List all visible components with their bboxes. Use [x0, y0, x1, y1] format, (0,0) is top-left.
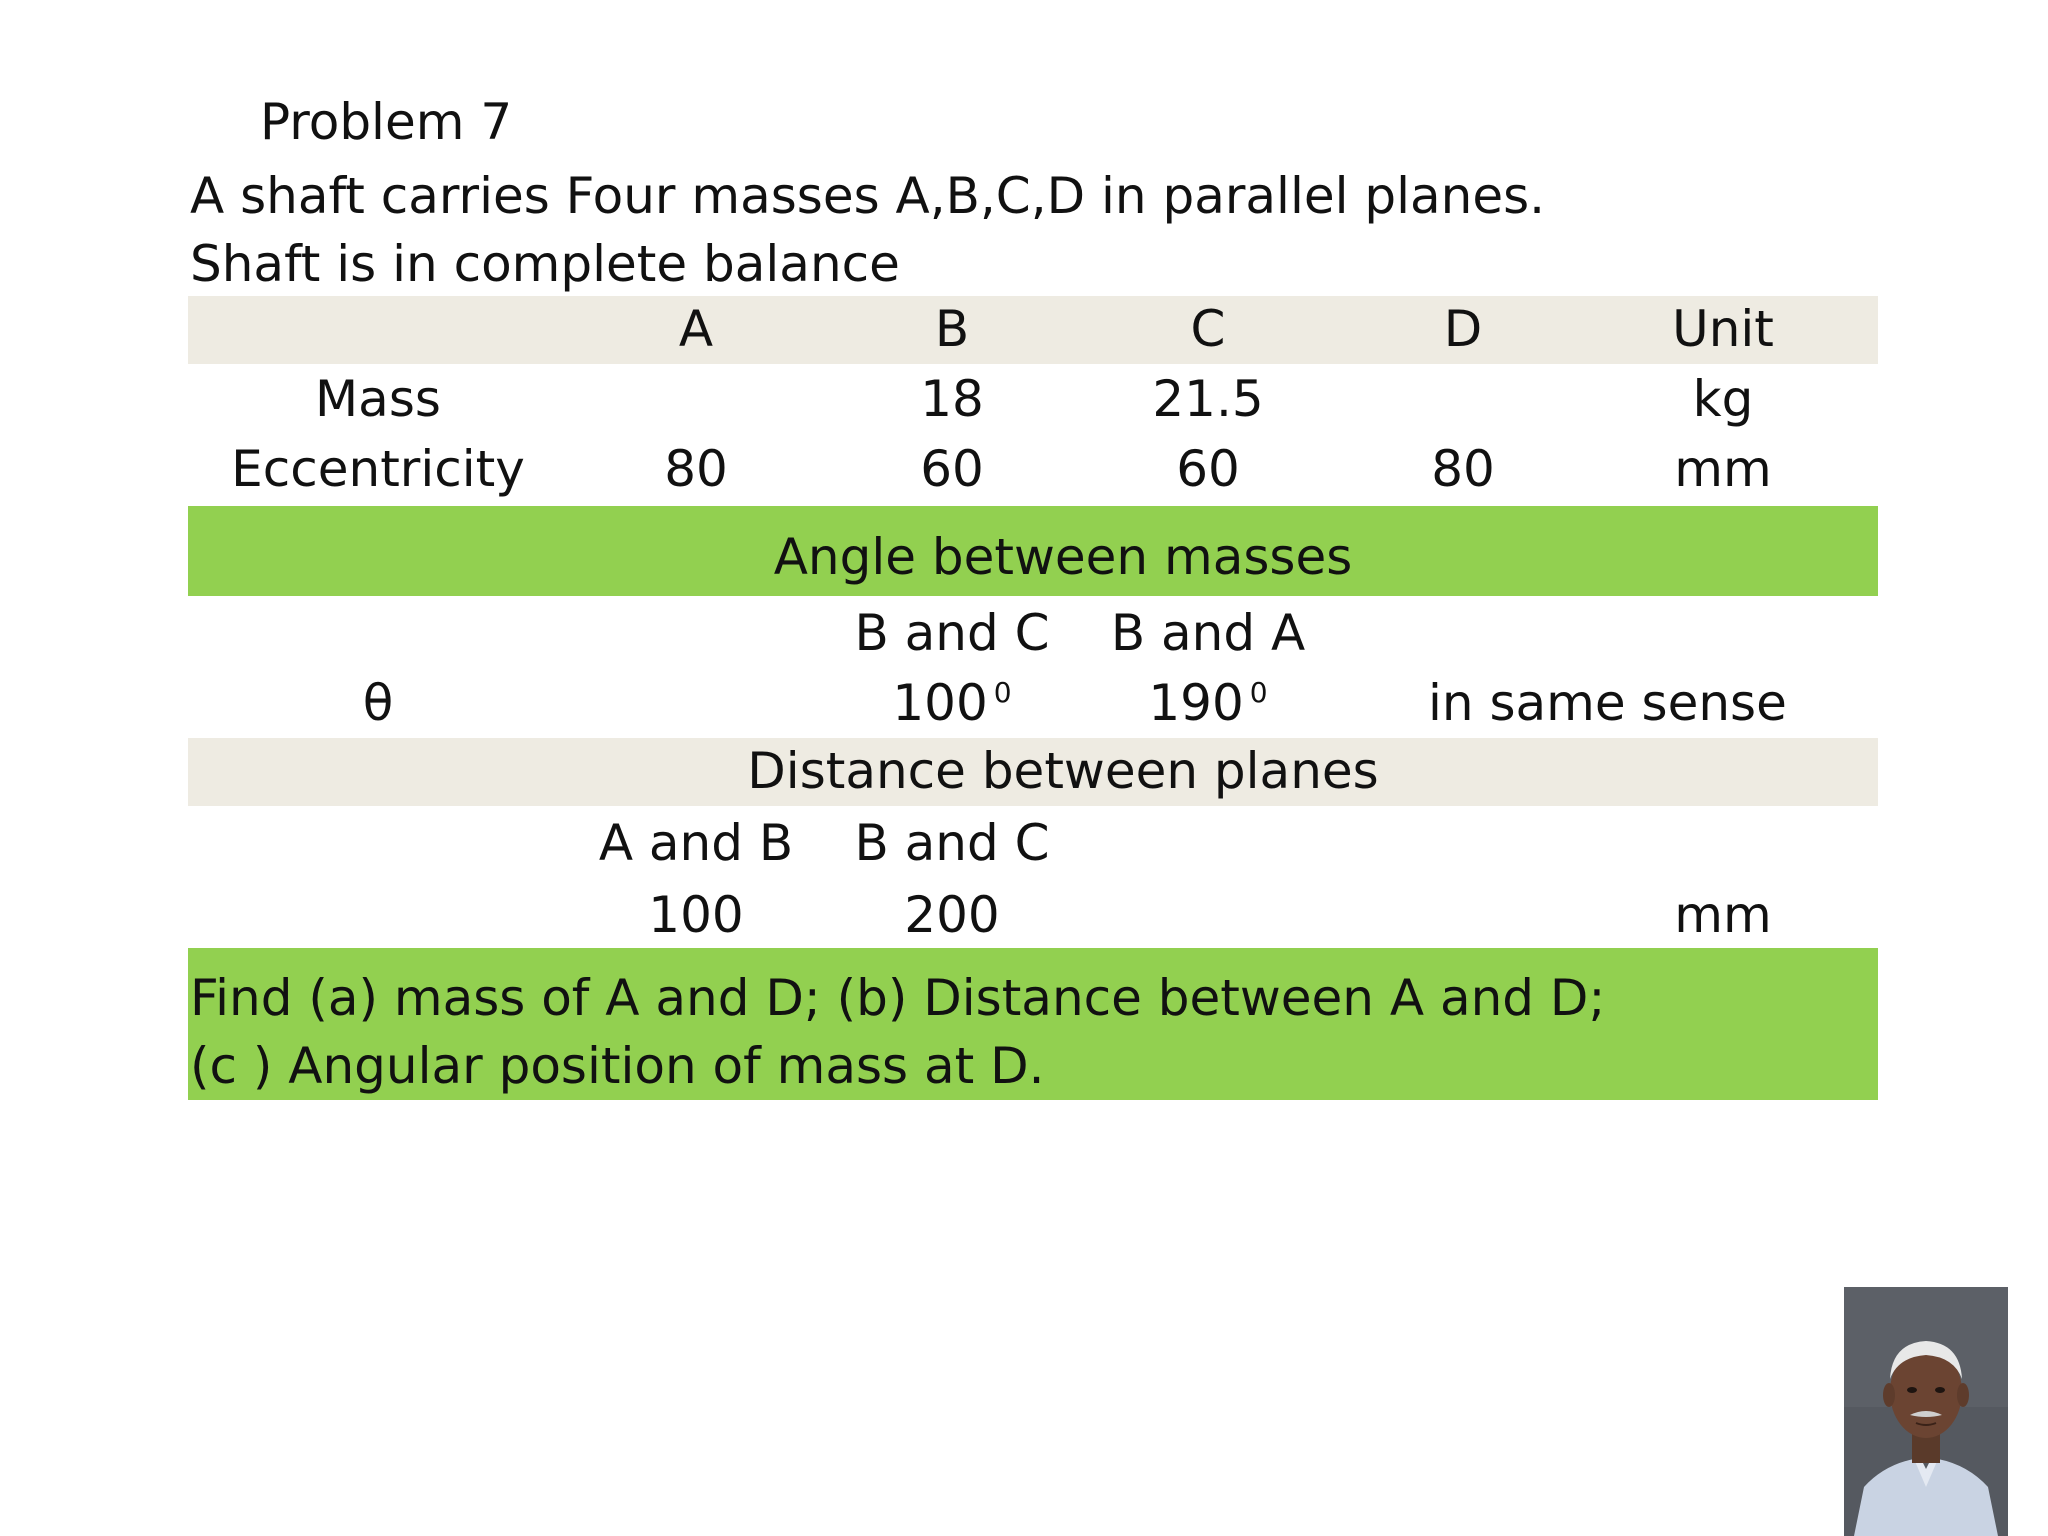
angle-pairs-row	[188, 598, 1878, 666]
distance-heading-row	[188, 738, 1878, 806]
angle-note: in same sense	[1428, 674, 1787, 732]
angle-heading: Angle between masses	[773, 528, 1353, 586]
left-margin	[0, 0, 178, 1536]
header-b: B	[934, 300, 970, 358]
distance-heading: Distance between planes	[747, 742, 1379, 800]
theta-symbol: θ	[362, 674, 394, 732]
eccentricity-d: 80	[1431, 440, 1495, 498]
table-header-row	[188, 296, 1878, 364]
find-box	[188, 948, 1878, 1100]
eccentricity-label: Eccentricity	[231, 440, 525, 498]
mass-b: 18	[920, 370, 984, 428]
eccentricity-row	[188, 436, 1878, 504]
angle-value-bc	[842, 674, 1062, 732]
find-line-1: Find (a) mass of A and D; (b) Distance between A and D;	[190, 969, 1606, 1027]
eccentricity-a: 80	[664, 440, 728, 498]
header-unit: Unit	[1672, 300, 1774, 358]
mass-c: 21.5	[1152, 370, 1264, 428]
angle-value-ba-number: 190	[1148, 674, 1244, 732]
angle-values-row	[188, 668, 1878, 736]
header-c: C	[1190, 300, 1226, 358]
distance-unit: mm	[1674, 886, 1772, 944]
mass-unit: kg	[1692, 370, 1754, 428]
distance-pair-bc: B and C	[854, 814, 1050, 872]
distance-values-row	[188, 878, 1878, 946]
angle-value-ba	[1098, 674, 1318, 732]
eccentricity-c: 60	[1176, 440, 1240, 498]
find-line-2: (c ) Angular position of mass at D.	[190, 1037, 1045, 1095]
distance-pair-ab: A and B	[598, 814, 794, 872]
presenter-portrait	[1844, 1287, 2008, 1536]
angle-pair-bc: B and C	[854, 604, 1050, 662]
degree-mark: 0	[993, 676, 1012, 709]
angle-value-bc-number: 100	[892, 674, 988, 732]
distance-pairs-row	[188, 808, 1878, 876]
problem-title: Problem 7	[260, 93, 513, 151]
angle-heading-row	[188, 506, 1878, 596]
presenter-photo	[1844, 1287, 2008, 1536]
eccentricity-b: 60	[920, 440, 984, 498]
problem-intro	[190, 162, 1545, 298]
distance-value-bc: 200	[904, 886, 1000, 944]
mass-label: Mass	[315, 370, 441, 428]
distance-value-ab: 100	[648, 886, 744, 944]
header-d: D	[1443, 300, 1483, 358]
eccentricity-unit: mm	[1674, 440, 1772, 498]
intro-line-2: Shaft is in complete balance	[190, 235, 900, 293]
mass-row	[188, 366, 1878, 434]
degree-mark: 0	[1249, 676, 1268, 709]
intro-line-1: A shaft carries Four masses A,B,C,D in parallel planes.	[190, 167, 1546, 225]
angle-pair-ba: B and A	[1110, 604, 1306, 662]
header-a: A	[678, 300, 714, 358]
